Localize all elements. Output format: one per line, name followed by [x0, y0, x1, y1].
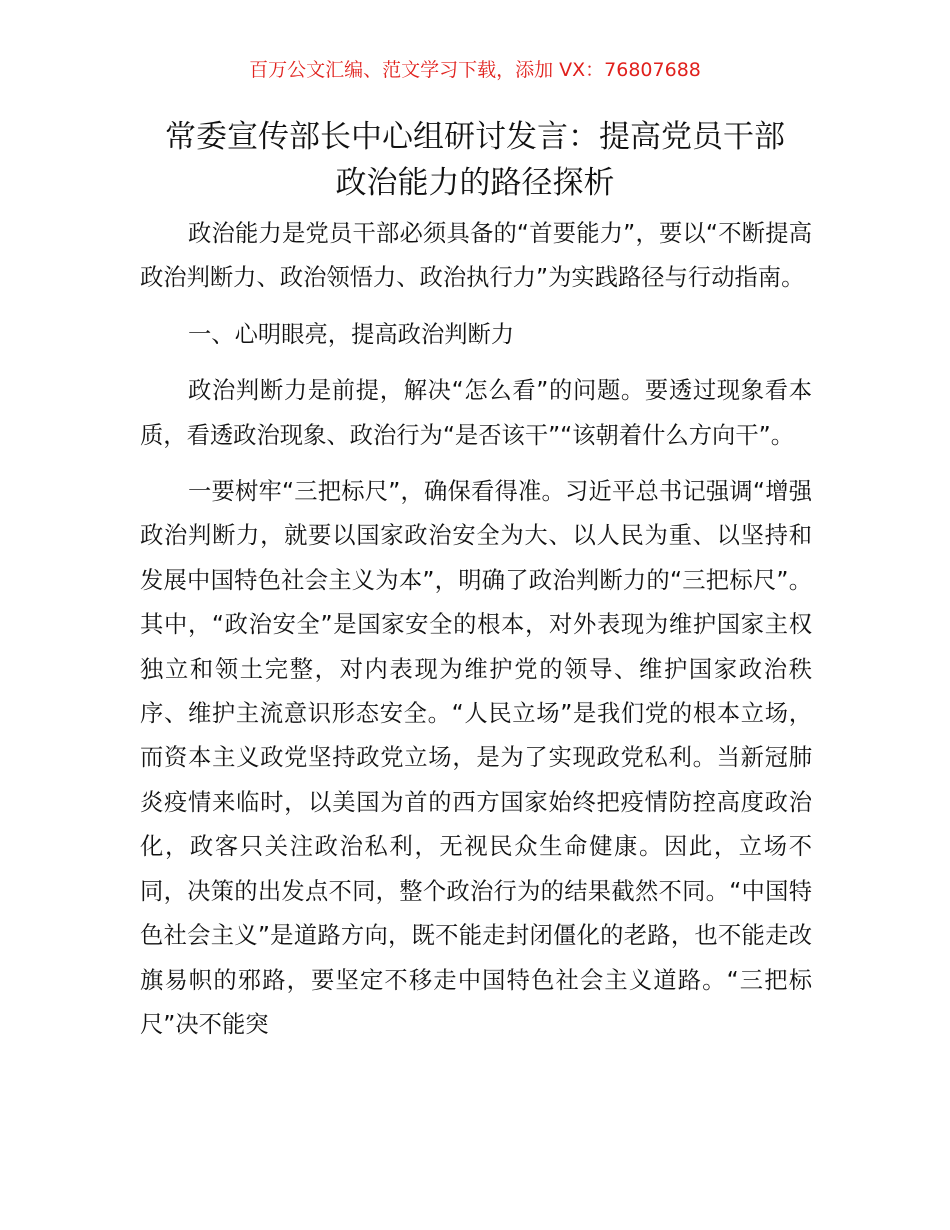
- title-line-2: 政治能力的路径探析: [335, 165, 615, 201]
- paragraph-intro: 政治能力是党员干部必须具备的“首要能力”，要以“不断提高政治判断力、政治领悟力、政治执行力”为实践路径与行动指南。: [140, 220, 812, 292]
- paragraph-judgment: 政治判断力是前提，解决“怎么看”的问题。要透过现象看本质，看透政治现象、政治行为“是否该干”“该朝着什么方向干”。: [140, 377, 812, 449]
- section-heading-1: 一、心明眼亮，提高政治判断力: [188, 320, 515, 348]
- document-title: [120, 114, 830, 206]
- promo-banner: 百万公文汇编、范文学习下载，添加 VX：76807688: [249, 59, 701, 81]
- paragraph-three-standards: 一要树牢“三把标尺”，确保看得准。习近平总书记强调“增强政治判断力，就要以国家政治安全为大、以人民为重、以坚持和发展中国特色社会主义为本”，明确了政治判断力的“三把标尺”。其中，“政治安全”是国家安全的根本，对外表现为维护国家主权独立和领土完整，对内表现为维护党的领导、维护国家政治秩序、维护主流意识形态安全。“人民立场”是我们党的根本立场，而资本主义政党坚持政党立场，是为了实现政党私利。当新冠肺炎疫情来临时，以美国为首的西方国家始终把疫情防控高度政治化，政客只关注政治私利，无视民众生命健康。因此，立场不同，决策的出发点不同，整个政治行为的结果截然不同。“中国特色社会主义”是道路方向，既不能走封闭僵化的老路，也不能走改旗易帜的邪路，要坚定不移走中国特色社会主义道路。“三把标尺”决不能突: [140, 478, 812, 1038]
- document-body: [140, 212, 812, 1059]
- title-line-1: 常委宣传部长中心组研讨发言：提高党员干部: [165, 119, 785, 155]
